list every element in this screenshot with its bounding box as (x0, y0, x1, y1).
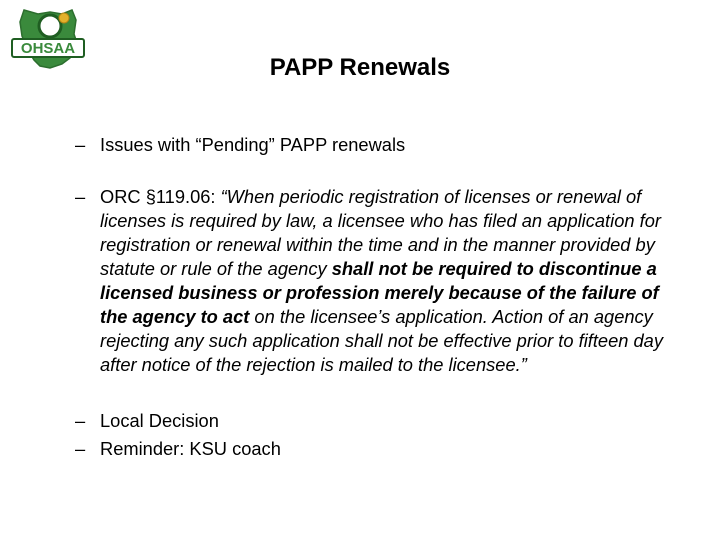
bullet-dash: – (75, 186, 86, 207)
bullet-text: Reminder: KSU coach (100, 438, 281, 459)
bullet-item-local-decision (75, 409, 690, 433)
slide-title: PAPP Renewals (269, 54, 451, 81)
orc-quote-part-1: “When periodic registration of licenses or renewal of licenses is required by law, a licensee who has filed an application for registration or renewal within the time and in the manner provided by statute or rule of the agency (100, 186, 661, 279)
orc-quote-part-2: on the licensee’s application. Action of an agency rejecting any such application shall not be effective prior to fifteen day after notice of the rejection is mailed to the licensee.” (100, 306, 663, 375)
bullet-item-reminder (75, 437, 690, 461)
logo-text: OHSAA (20, 40, 76, 57)
bullet-text: Issues with “Pending” PAPP renewals (100, 134, 406, 155)
orc-citation: ORC §119.06: (100, 186, 221, 207)
orc-quote-text (75, 185, 690, 377)
orc-quote-emphasis: shall not be required to discontinue a licensed business or profession merely because of the failure of the agency to act (100, 258, 659, 327)
bullet-item-orc-quote (75, 185, 690, 377)
bullet-dash: – (75, 410, 86, 431)
bullet-text: Local Decision (100, 410, 219, 431)
bullet-item-pending-renewals (75, 133, 690, 157)
bullet-dash: – (75, 134, 86, 155)
bullet-dash: – (75, 438, 86, 459)
